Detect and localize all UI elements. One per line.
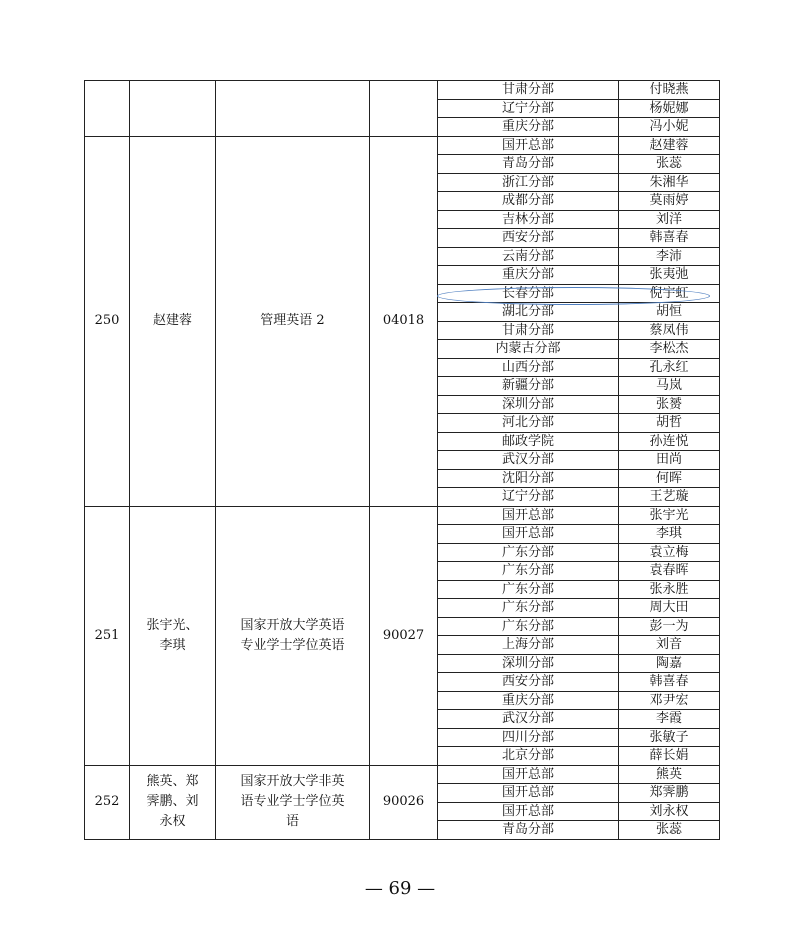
person-cell: 张永胜 bbox=[619, 580, 720, 599]
dept-cell: 广东分部 bbox=[438, 599, 619, 618]
dept-cell: 西安分部 bbox=[438, 673, 619, 692]
person-cell: 李松杰 bbox=[619, 340, 720, 359]
person-cell: 刘洋 bbox=[619, 210, 720, 229]
person-cell: 薛长娟 bbox=[619, 747, 720, 766]
course-name-line: 国家开放大学非英 bbox=[240, 774, 345, 789]
person-cell: 李霞 bbox=[619, 710, 720, 729]
table-row bbox=[85, 136, 720, 155]
course-name-cell bbox=[216, 136, 370, 506]
dept-cell: 新疆分部 bbox=[438, 377, 619, 396]
dept-cell: 重庆分部 bbox=[438, 266, 619, 285]
author-name-line: 霁鹏、刘 bbox=[146, 794, 199, 809]
author-name-line: 永权 bbox=[159, 814, 186, 829]
author-name-line: 赵建蓉 bbox=[152, 313, 192, 328]
dept-cell: 重庆分部 bbox=[438, 118, 619, 137]
dept-cell: 国开总部 bbox=[438, 525, 619, 544]
roster-table-body bbox=[85, 81, 720, 840]
dept-cell: 国开总部 bbox=[438, 506, 619, 525]
course-code-cell: 90027 bbox=[370, 506, 438, 765]
continued-empty-cell bbox=[216, 81, 370, 137]
dept-cell: 成都分部 bbox=[438, 192, 619, 211]
dept-cell: 重庆分部 bbox=[438, 691, 619, 710]
person-cell: 王艺璇 bbox=[619, 488, 720, 507]
course-code-cell: 04018 bbox=[370, 136, 438, 506]
person-cell: 付晓燕 bbox=[619, 81, 720, 100]
entry-number-cell: 251 bbox=[85, 506, 130, 765]
person-cell: 张蕊 bbox=[619, 155, 720, 174]
person-cell: 孙连悦 bbox=[619, 432, 720, 451]
person-cell: 张宇光 bbox=[619, 506, 720, 525]
dept-cell: 国开总部 bbox=[438, 802, 619, 821]
author-name-line: 熊英、郑 bbox=[146, 774, 199, 789]
continued-empty-cell bbox=[370, 81, 438, 137]
person-cell: 张敏子 bbox=[619, 728, 720, 747]
person-cell: 袁春晖 bbox=[619, 562, 720, 581]
person-cell: 朱湘华 bbox=[619, 173, 720, 192]
dept-cell: 武汉分部 bbox=[438, 451, 619, 470]
person-cell: 韩喜春 bbox=[619, 673, 720, 692]
person-cell: 莫雨婷 bbox=[619, 192, 720, 211]
dept-cell: 浙江分部 bbox=[438, 173, 619, 192]
dept-cell: 沈阳分部 bbox=[438, 469, 619, 488]
dept-cell: 青岛分部 bbox=[438, 155, 619, 174]
person-cell: 张赟 bbox=[619, 395, 720, 414]
person-cell: 李沛 bbox=[619, 247, 720, 266]
person-cell: 田尚 bbox=[619, 451, 720, 470]
person-cell: 蔡凤伟 bbox=[619, 321, 720, 340]
table-row bbox=[85, 81, 720, 100]
dept-cell: 四川分部 bbox=[438, 728, 619, 747]
dept-cell: 广东分部 bbox=[438, 562, 619, 581]
dept-cell: 辽宁分部 bbox=[438, 99, 619, 118]
person-cell: 韩喜春 bbox=[619, 229, 720, 248]
table-row bbox=[85, 506, 720, 525]
table-row bbox=[85, 765, 720, 784]
dept-cell: 河北分部 bbox=[438, 414, 619, 433]
dept-cell: 广东分部 bbox=[438, 617, 619, 636]
person-cell: 马岚 bbox=[619, 377, 720, 396]
dept-cell: 邮政学院 bbox=[438, 432, 619, 451]
course-name-cell bbox=[216, 765, 370, 839]
person-cell: 周大田 bbox=[619, 599, 720, 618]
author-name-line: 李琪 bbox=[159, 637, 186, 653]
course-name-cell bbox=[216, 506, 370, 765]
dept-cell: 山西分部 bbox=[438, 358, 619, 377]
person-cell: 孔永红 bbox=[619, 358, 720, 377]
continued-empty-cell bbox=[130, 81, 216, 137]
entry-number-cell: 250 bbox=[85, 136, 130, 506]
course-code-cell: 90026 bbox=[370, 765, 438, 839]
person-cell: 刘音 bbox=[619, 636, 720, 655]
dept-cell: 国开总部 bbox=[438, 136, 619, 155]
course-name-line: 语专业学士学位英 bbox=[240, 794, 345, 809]
roster-table bbox=[84, 80, 720, 840]
author-name-cell bbox=[130, 765, 216, 839]
dept-cell: 北京分部 bbox=[438, 747, 619, 766]
person-cell: 刘永权 bbox=[619, 802, 720, 821]
page-number: — 69 — bbox=[364, 878, 436, 899]
person-cell: 胡哲 bbox=[619, 414, 720, 433]
person-cell: 何晖 bbox=[619, 469, 720, 488]
dept-cell: 辽宁分部 bbox=[438, 488, 619, 507]
dept-cell: 吉林分部 bbox=[438, 210, 619, 229]
person-cell: 李琪 bbox=[619, 525, 720, 544]
dept-cell: 上海分部 bbox=[438, 636, 619, 655]
author-name-line: 张宇光、 bbox=[146, 617, 199, 633]
dept-cell: 云南分部 bbox=[438, 247, 619, 266]
person-cell: 胡恒 bbox=[619, 303, 720, 322]
person-cell: 陶嘉 bbox=[619, 654, 720, 673]
person-cell: 袁立梅 bbox=[619, 543, 720, 562]
dept-cell: 深圳分部 bbox=[438, 654, 619, 673]
dept-cell: 青岛分部 bbox=[438, 821, 619, 840]
course-name-line: 国家开放大学英语 bbox=[240, 617, 345, 633]
entry-number-cell: 252 bbox=[85, 765, 130, 839]
dept-cell: 西安分部 bbox=[438, 229, 619, 248]
dept-cell: 深圳分部 bbox=[438, 395, 619, 414]
continued-empty-cell bbox=[85, 81, 130, 137]
course-name-line: 管理英语 2 bbox=[260, 313, 325, 328]
person-cell: 杨妮娜 bbox=[619, 99, 720, 118]
author-name-cell bbox=[130, 136, 216, 506]
person-cell: 彭一为 bbox=[619, 617, 720, 636]
person-cell: 邓尹宏 bbox=[619, 691, 720, 710]
person-cell: 赵建蓉 bbox=[619, 136, 720, 155]
person-cell: 熊英 bbox=[619, 765, 720, 784]
dept-cell: 甘肃分部 bbox=[438, 321, 619, 340]
person-cell: 张夷弛 bbox=[619, 266, 720, 285]
dept-cell: 广东分部 bbox=[438, 580, 619, 599]
dept-cell: 内蒙古分部 bbox=[438, 340, 619, 359]
dept-cell: 武汉分部 bbox=[438, 710, 619, 729]
person-cell: 冯小妮 bbox=[619, 118, 720, 137]
person-cell: 郑霁鹏 bbox=[619, 784, 720, 803]
dept-cell: 国开总部 bbox=[438, 784, 619, 803]
dept-cell: 甘肃分部 bbox=[438, 81, 619, 100]
author-name-cell bbox=[130, 506, 216, 765]
dept-cell: 广东分部 bbox=[438, 543, 619, 562]
person-cell: 倪宇虹 bbox=[619, 284, 720, 303]
person-cell: 张蕊 bbox=[619, 821, 720, 840]
dept-cell: 国开总部 bbox=[438, 765, 619, 784]
dept-cell: 湖北分部 bbox=[438, 303, 619, 322]
dept-cell: 长春分部 bbox=[438, 284, 619, 303]
course-name-line: 专业学士学位英语 bbox=[240, 637, 345, 653]
course-name-line: 语 bbox=[285, 814, 299, 829]
